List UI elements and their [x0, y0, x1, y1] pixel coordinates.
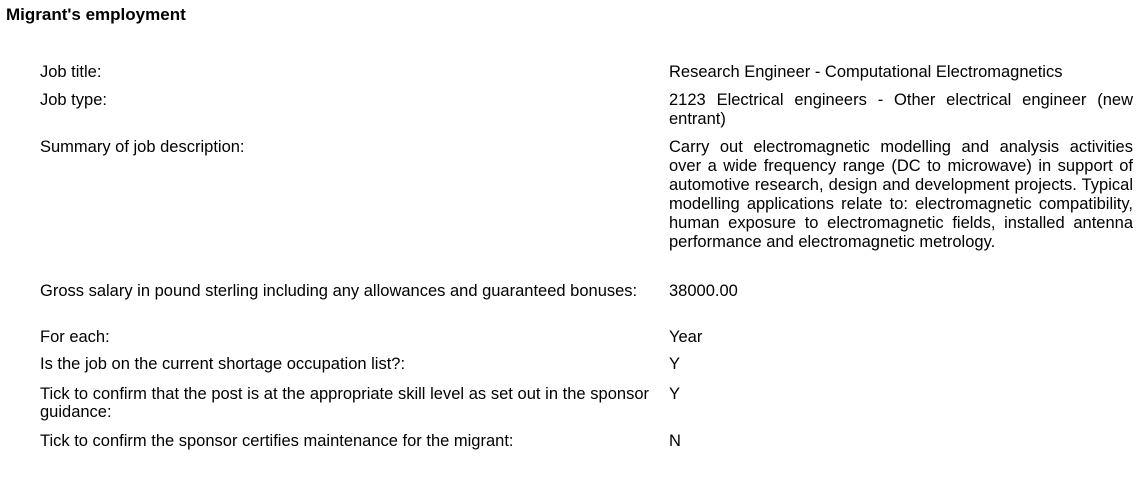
skill-level-value: Y [669, 385, 681, 403]
gross-salary-value: 38000.00 [669, 282, 738, 300]
job-type-label: Job type: [40, 91, 107, 109]
job-type-value: 2123 Electrical engineers - Other electrical engineer (new entrant) [669, 91, 1133, 128]
maintenance-label: Tick to confirm the sponsor certifies maintenance for the migrant: [40, 432, 514, 450]
section-title: Migrant's employment [6, 5, 186, 24]
for-each-value: Year [669, 328, 703, 346]
job-summary-label: Summary of job description: [40, 138, 245, 156]
skill-level-label: Tick to confirm that the post is at the appropriate skill level as set out in the sponsor guidance: [40, 385, 649, 421]
for-each-label: For each: [40, 328, 110, 346]
shortage-list-label: Is the job on the current shortage occupation list?: [40, 355, 406, 373]
shortage-list-value: Y [669, 355, 681, 373]
gross-salary-label: Gross salary in pound sterling including any allowances and guaranteed bonuses: [40, 282, 638, 300]
job-summary-value: Carry out electromagnetic modelling and analysis activities over a wide frequency range (DC to microwave) in support of automotive research, design and development projects. Typical modelling applications relate to: electromagnetic compatibility, human exposure to electromagnetic fields, installed antenna performance and electromagnetic metrology. [669, 138, 1133, 251]
job-title-label: Job title: [40, 63, 102, 81]
job-title-value: Research Engineer - Computational Electromagnetics [669, 63, 1063, 81]
maintenance-value: N [669, 432, 681, 450]
